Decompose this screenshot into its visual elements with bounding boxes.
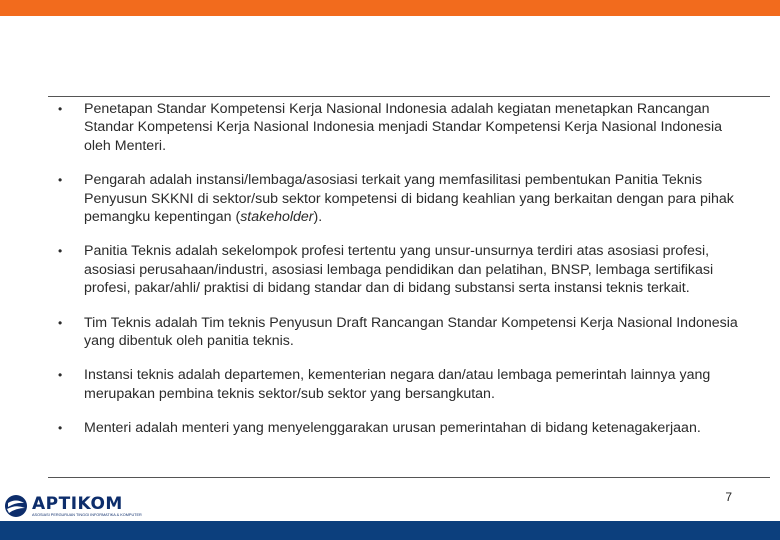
bottom-accent-bar bbox=[0, 521, 780, 540]
page-number: 7 bbox=[725, 490, 732, 504]
bullet: • bbox=[58, 421, 63, 436]
bullet: • bbox=[58, 244, 63, 259]
list-item bbox=[48, 366, 748, 403]
term-lead: Penetapan Standar Kompetensi Kerja Nasional Indonesia bbox=[84, 101, 447, 117]
item-text: Pengarah adalah instansi/lembaga/asosiasi terkait yang memfasilitasi pembentukan Panitia Teknis Penyusun SKKNI di sektor/sub sektor kompetensi di bidang keahlian yang berkaitan dengan para pihak pemangku kepentingan ( bbox=[84, 172, 734, 226]
list-item bbox=[48, 314, 748, 351]
bullet: • bbox=[58, 315, 63, 330]
list-item bbox=[48, 419, 748, 437]
bullet: • bbox=[58, 368, 63, 383]
item-text: Menteri adalah menteri yang menyelenggarakan urusan pemerintahan di bidang ketenagakerjaan. bbox=[84, 420, 701, 437]
item-text: adalah kegiatan menetapkan Rancangan Standar Kompetensi Kerja Nasional Indonesia menjadi Standar Kompetensi Kerja Nasional Indonesia oleh Menteri. bbox=[84, 101, 723, 154]
definition-list bbox=[48, 100, 748, 454]
item-text: Panitia Teknis adalah sekelompok profesi tertentu yang unsur-unsurnya terdiri atas asosiasi profesi, asosiasi perusahaan/industri, asosiasi lembaga pendidikan dan pelatihan, BNSP, lembaga sertifikasi profesi, pakar/ahli/ praktisi di bidang standar dan di bidang substansi serta instansi teknis terkait. bbox=[84, 243, 714, 297]
bullet: • bbox=[58, 102, 63, 116]
list-item bbox=[48, 100, 748, 155]
item-text: Tim Teknis adalah Tim teknis Penyusun Draft Rancangan Standar Kompetensi Kerja Nasional Indonesia yang dibentuk oleh panitia teknis. bbox=[84, 314, 738, 350]
item-text: Instansi teknis adalah departemen, kementerian negara dan/atau lembaga pemerintah lainnya yang merupakan pembina teknis sektor/sub sektor yang bersangkutan. bbox=[84, 367, 711, 402]
bullet: • bbox=[58, 173, 63, 188]
item-text-tail: ). bbox=[313, 209, 323, 226]
logo-wordmark: APTIKOM bbox=[32, 494, 123, 514]
item-italic-term: stakeholder bbox=[240, 209, 314, 226]
list-item bbox=[48, 171, 748, 226]
bottom-divider bbox=[48, 477, 770, 478]
top-accent-bar bbox=[0, 0, 780, 16]
list-item bbox=[48, 242, 748, 297]
globe-icon bbox=[4, 494, 28, 518]
top-divider bbox=[48, 96, 770, 97]
aptikom-logo bbox=[4, 494, 144, 520]
logo-tagline: ASOSIASI PERGURUAN TINGGI INFORMATIKA & KOMPUTER bbox=[32, 513, 142, 517]
